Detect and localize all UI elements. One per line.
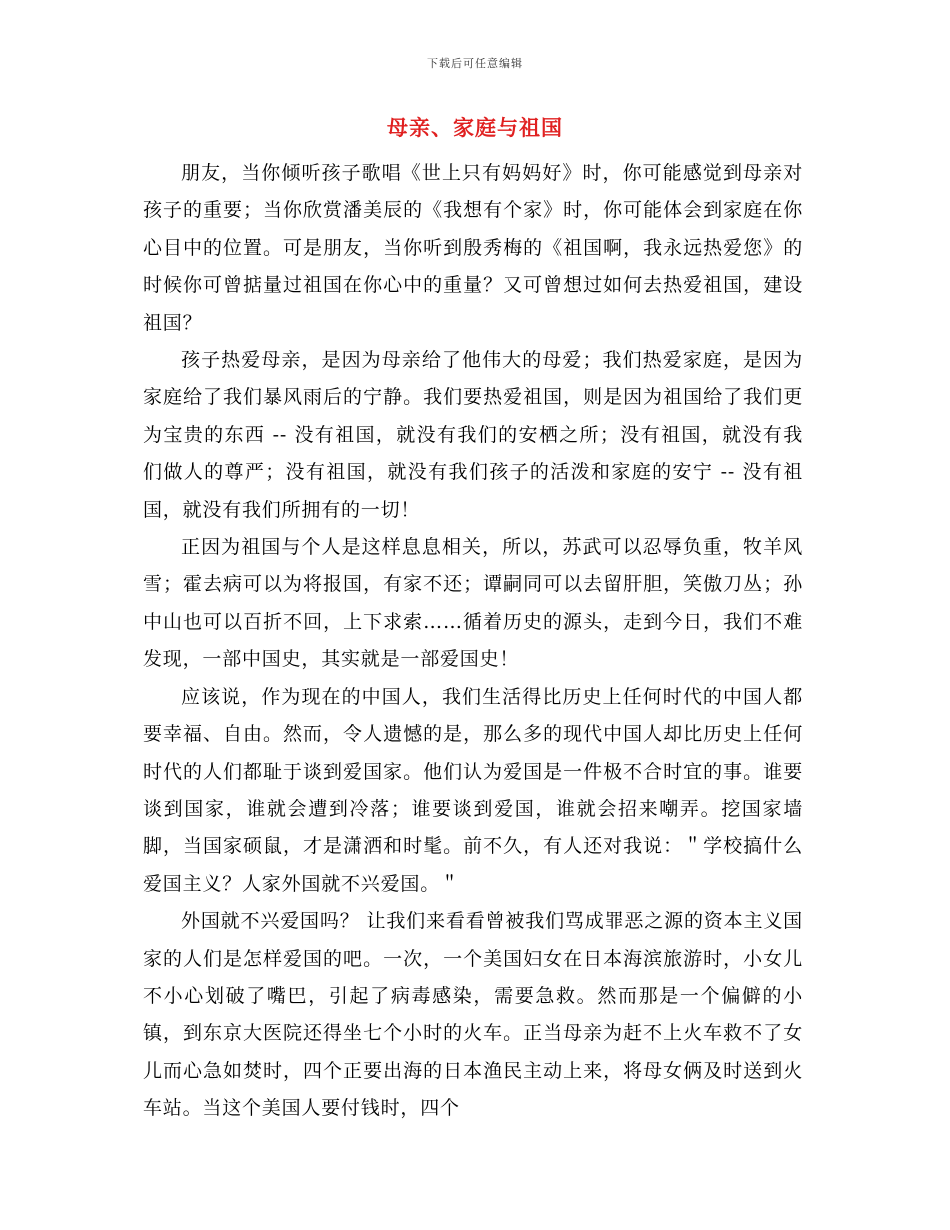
paragraph-4: 应该说，作为现在的中国人，我们生活得比历史上任何时代的中国人都要幸福、自由。然而，令人遗憾的是，那么多的现代中国人却比历史上任何时代的人们都耻于谈到爱国家。他们认为爱国是一件极不合时宜的事。谁要谈到国家，谁就会遭到冷落；谁要谈到爱国，谁就会招来嘲弄。挖国家墙脚，当国家硕鼠，才是潇洒和时髦。前不久，有人还对我说：＂学校搞什么爱国主义？人家外国就不兴爱国。＂ bbox=[143, 685, 803, 895]
document-body bbox=[143, 155, 803, 1128]
paragraph-3: 正因为祖国与个人是这样息息相关，所以，苏武可以忍辱负重，牧羊风雪；霍去病可以为将报国，有家不还；谭嗣同可以去留肝胆，笑傲刀丛；孙中山也可以百折不回，上下求索……循着历史的源头，走到今日，我们不难发现，一部中国史，其实就是一部爱国史！ bbox=[143, 536, 803, 671]
document-title: 母亲、家庭与祖国 bbox=[387, 115, 563, 140]
paragraph-2: 孩子热爱母亲，是因为母亲给了他伟大的母爱；我们热爱家庭，是因为家庭给了我们暴风雨后的宁静。我们要热爱祖国，则是因为祖国给了我们更为宝贵的东西 -- 没有祖国，就没有我们的安栖之所；没有祖国，就没有我们做人的尊严；没有祖国，就没有我们孩子的活泼和家庭的安宁 -- 没有祖国，就没有我们所拥有的一切！ bbox=[143, 349, 803, 521]
paragraph-1: 朋友，当你倾听孩子歌唱《世上只有妈妈好》时，你可能感觉到母亲对孩子的重要；当你欣赏潘美辰的《我想有个家》时，你可能体会到家庭在你心目中的位置。可是朋友，当你听到殷秀梅的《祖国啊，我永远热爱您》的时候你可曾掂量过祖国在你心中的重量？又可曾想过如何去热爱祖国，建设祖国？ bbox=[143, 162, 803, 334]
paragraph-5: 外国就不兴爱国吗？ 让我们来看看曾被我们骂成罪恶之源的资本主义国家的人们是怎样爱国的吧。一次，一个美国妇女在日本海滨旅游时，小女儿不小心划破了嘴巴，引起了病毒感染，需要急救。然而那是一个偏僻的小镇，到东京大医院还得坐七个小时的火车。正当母亲为赶不上火车救不了女儿而心急如焚时，四个正要出海的日本渔民主动上来，将母女俩及时送到火车站。当这个美国人要付钱时，四个 bbox=[143, 910, 803, 1120]
header-note: 下载后可任意编辑 bbox=[427, 57, 523, 70]
